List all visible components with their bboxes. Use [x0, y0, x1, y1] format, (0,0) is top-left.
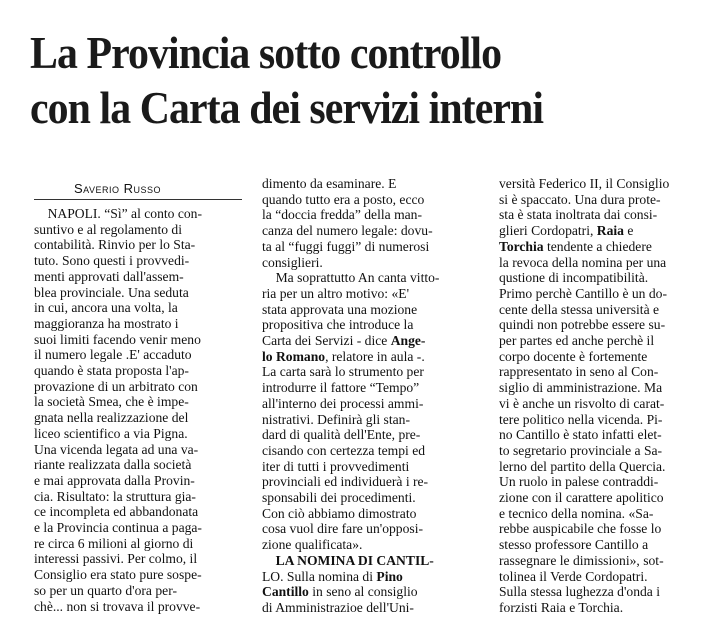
text-line: dard di qualità dell'Ente, pre-	[262, 427, 421, 443]
headline-line-2: con la Carta dei servizi interni	[30, 83, 544, 133]
text-line: Un ruolo in palese contraddi-	[499, 474, 659, 490]
text-line: qustione di incompatibilità.	[499, 270, 649, 286]
text-line: riante realizzata dalla società	[34, 457, 192, 473]
text-line: Consiglio era stato pure sospe-	[34, 567, 202, 583]
text-line: e la Provincia continua a paga-	[34, 520, 202, 536]
text-line: dimento da esaminare. E	[262, 176, 397, 191]
text-line: la revoca della nomina per una	[499, 254, 667, 270]
text-line: stata approvata una mozione	[262, 301, 418, 317]
text-line: glieri Cordopatri, Raia e	[499, 223, 634, 239]
text-line: corpo docente è fortemente	[499, 348, 648, 364]
article-column-2	[262, 176, 478, 616]
text-line: ta al “fuggi fuggi” di numerosi	[262, 238, 430, 254]
byline-rule	[34, 199, 242, 200]
text-line: e mai approvata dalla Provin-	[34, 472, 195, 488]
text-line: suoi limiti facendo venir meno	[34, 331, 201, 347]
emphasis: Torchia	[499, 238, 544, 254]
text-line: quando è stata proposta l'ap-	[34, 363, 189, 379]
text-line: gnata nella realizzazione del	[34, 410, 189, 426]
text-line: rappresentato in seno al Con-	[499, 364, 659, 380]
text-line: cosa vuol dire fare un'opposi-	[262, 521, 423, 537]
text-line: iter di tutti i provvedimenti	[262, 458, 410, 474]
text-line: tuto. Sono questi i provvedi-	[34, 253, 190, 269]
emphasis: Cantillo	[262, 584, 309, 600]
text-line: zione qualificata».	[262, 537, 363, 553]
text-line: in cui, ancora una volta, la	[34, 300, 178, 316]
text-line: maggioranza ha mostrato i	[34, 315, 179, 331]
text-line: rebbe auspicabile che fosse lo	[499, 521, 662, 537]
emphasis: Pino	[376, 568, 403, 584]
text-line: lo Romano, relatore in aula -.	[262, 348, 425, 364]
text-line: la “doccia fredda” della man-	[262, 207, 423, 223]
text-line: consiglieri.	[262, 254, 323, 270]
text-line: versità Federico II, il Consiglio	[499, 176, 670, 191]
text-line: quindi non potrebbe essere su-	[499, 317, 666, 333]
text-line: re circa 6 milioni al giorno di	[34, 535, 194, 551]
text-line: Ma soprattutto An canta vitto-	[262, 270, 440, 286]
text-line: il numero legale .E' accaduto	[34, 347, 192, 363]
article-column-3	[499, 176, 711, 616]
text-line: Carta dei Servizi - dice Ange-	[262, 333, 426, 349]
text-line: NAPOLI. “Sì” al conto con-	[34, 206, 202, 221]
text-line: menti approvati dall'assem-	[34, 268, 184, 284]
text-line: so per un quarto d'ora per-	[34, 582, 177, 598]
text-line: Con ciò abbiamo dimostrato	[262, 505, 417, 521]
text-line: ce incompleta ed abbandonata	[34, 504, 199, 520]
text-line: no Cantillo è stato infatti elet-	[499, 427, 662, 443]
article-column-1	[34, 206, 244, 614]
text-line: Una vicenda legata ad una va-	[34, 441, 199, 457]
text-line: canza del numero legale: dovu-	[262, 223, 433, 239]
text-line: Sulla stessa lughezza d'onda i	[499, 584, 661, 600]
text-line: stesso professore Cantillo a	[499, 537, 649, 553]
byline: Saverio Russo	[74, 181, 162, 196]
text-line: nistrativi. Definirà gli stan-	[262, 411, 410, 427]
text-line: vi è anche un risvolto di carat-	[499, 395, 665, 411]
text-line: ria per un altro motivo: «E'	[262, 285, 410, 301]
text-line: provazione di un arbitrato con	[34, 378, 198, 394]
text-line: zione con il carattere apolitico	[499, 490, 664, 506]
text-line: forzisti Raia e Torchia.	[499, 599, 624, 615]
text-line: LO. Sulla nomina di Pino	[262, 568, 403, 584]
emphasis: LA NOMINA DI CANTIL-	[275, 552, 434, 568]
text-line: all'interno dei processi ammi-	[262, 395, 424, 411]
text-line: si è spaccato. Una dura prote-	[499, 191, 661, 207]
text-line: blea provinciale. Una seduta	[34, 284, 189, 300]
text-line: propositiva che introduce la	[262, 317, 414, 333]
emphasis: lo Romano	[262, 348, 326, 364]
text-line: sponsabili dei procedimenti.	[262, 490, 416, 506]
text-line: interessi passivi. Per colmo, il	[34, 551, 198, 567]
text-line: quando tutto era a posto, ecco	[262, 191, 425, 207]
text-line: introdurre il fattore “Tempo”	[262, 380, 420, 396]
headline-line-1: La Provincia sotto controllo	[30, 28, 502, 78]
headline	[30, 26, 662, 136]
text-line: siglio di amministrazione. Ma	[499, 380, 663, 396]
text-line: la società Smea, che è impe-	[34, 394, 189, 410]
text-line: liceo scientifico a via Pigna.	[34, 425, 188, 441]
text-line: contabilità. Rinvio per lo Sta-	[34, 237, 196, 253]
text-line: chè... non si trovava il provve-	[34, 598, 201, 614]
text-line: Primo perchè Cantillo è un do-	[499, 285, 667, 301]
text-line: rassegnare le dimissioni», sot-	[499, 552, 664, 568]
text-line: per partes ed anche perchè il	[499, 333, 655, 349]
text-line: di Amministrazioe dell'Uni-	[262, 599, 414, 615]
text-line: Cantillo in seno al consiglio	[262, 584, 418, 600]
text-line: provinciali ed individuerà i re-	[262, 474, 429, 490]
text-line: suntivo e al regolamento di	[34, 221, 182, 237]
emphasis: Ange-	[390, 333, 426, 349]
text-line: La carta sarà lo strumento per	[262, 364, 424, 380]
text-line: cente della stessa università e	[499, 301, 660, 317]
text-line: Torchia tendente a chiedere	[499, 238, 652, 254]
text-line: tolinea il Verde Cordopatri.	[499, 568, 648, 584]
text-line: lerno del partito della Quercia.	[499, 458, 666, 474]
text-line: e tecnico della nomina. «Sa-	[499, 505, 654, 521]
text-line: to segretario provinciale a Sa-	[499, 442, 663, 458]
text-line: sta è stata inoltrata dai consi-	[499, 207, 658, 223]
text-line: tere politico nella vicenda. Pi-	[499, 411, 663, 427]
text-line	[262, 553, 478, 569]
text-line: cisando con certezza tempi ed	[262, 442, 426, 458]
emphasis: Raia	[596, 223, 624, 239]
text-line: cia. Risultato: la struttura gia-	[34, 488, 196, 504]
